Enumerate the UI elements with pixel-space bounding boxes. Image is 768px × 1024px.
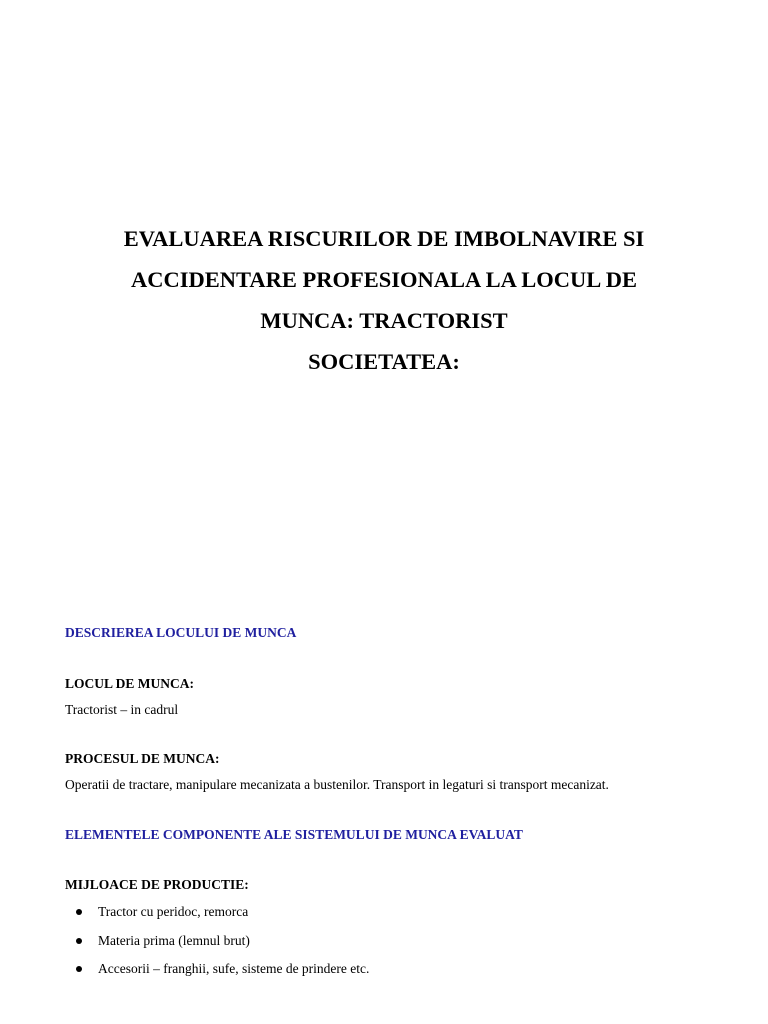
list-item-text: Accesorii – franghii, sufe, sisteme de prindere etc.	[98, 961, 370, 976]
label-locul-de-munca: LOCUL DE MUNCA:	[65, 676, 195, 691]
bullet-dot	[76, 966, 82, 972]
bullet-dot	[76, 909, 82, 915]
list-item-text: Tractor cu peridoc, remorca	[98, 904, 249, 919]
section-heading-elemente: ELEMENTELE COMPONENTE ALE SISTEMULUI DE MUNCA EVALUAT	[65, 827, 523, 842]
document-title	[90, 218, 678, 382]
title-line-4: SOCIETATEA:	[308, 349, 460, 374]
title-line-3: MUNCA: TRACTORIST	[260, 308, 508, 333]
section-heading-descriere: DESCRIEREA LOCULUI DE MUNCA	[65, 625, 297, 640]
bullet-dot	[76, 938, 82, 944]
list-item	[65, 931, 369, 960]
label-procesul-de-munca: PROCESUL DE MUNCA:	[65, 751, 220, 766]
text-locul-de-munca: Tractorist – in cadrul	[65, 702, 179, 717]
text-procesul-de-munca: Operatii de tractare, manipulare mecanizata a bustenilor. Transport in legaturi si transport mecanizat.	[65, 777, 609, 792]
label-mijloace-de-productie: MIJLOACE DE PRODUCTIE:	[65, 877, 249, 892]
list-item	[65, 959, 369, 988]
mijloace-list	[65, 902, 369, 988]
list-item	[65, 902, 369, 931]
list-item-text: Materia prima (lemnul brut)	[98, 932, 250, 948]
title-line-1: EVALUAREA RISCURILOR DE IMBOLNAVIRE SI	[123, 226, 645, 251]
title-line-2: ACCIDENTARE PROFESIONALA LA LOCUL DE	[131, 267, 637, 292]
